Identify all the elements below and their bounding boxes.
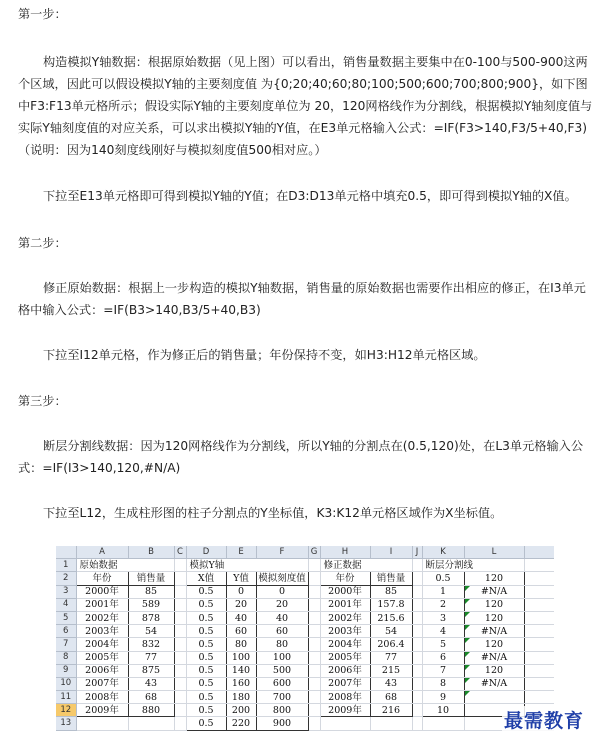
cell[interactable]: 6 (422, 651, 464, 664)
cell-gap[interactable] (412, 585, 422, 598)
cell[interactable] (524, 585, 554, 598)
cell[interactable]: 2002年 (76, 611, 128, 624)
cell[interactable]: 2008年 (320, 691, 370, 704)
cell-gap[interactable] (174, 717, 186, 730)
cell-header[interactable]: 销售量 (128, 572, 174, 585)
cell[interactable]: 875 (128, 664, 174, 677)
cell[interactable] (524, 638, 554, 651)
sheet-row (56, 691, 554, 704)
cell[interactable]: 4 (422, 625, 464, 638)
cell[interactable] (524, 611, 554, 624)
cell-gap[interactable] (412, 572, 422, 585)
sheet-row (56, 651, 554, 664)
cell[interactable]: 700 (256, 691, 308, 704)
cell[interactable]: 832 (128, 638, 174, 651)
cell-gap[interactable] (174, 691, 186, 704)
cell[interactable]: 20 (226, 598, 256, 611)
cell-gap[interactable] (412, 625, 422, 638)
cell[interactable]: 0.5 (422, 572, 464, 585)
row-header[interactable]: 6 (56, 625, 76, 638)
cell[interactable]: 20 (256, 598, 308, 611)
watermark-logo: 最需教育 (502, 706, 586, 733)
cell-header[interactable]: 销售量 (370, 572, 412, 585)
spreadsheet-grid (56, 546, 554, 731)
column-header[interactable]: F (256, 546, 308, 559)
cell[interactable]: 2008年 (76, 691, 128, 704)
cell[interactable]: 85 (128, 585, 174, 598)
cell[interactable]: 2009年 (320, 704, 370, 717)
cell-gap[interactable] (174, 598, 186, 611)
sheet-row (56, 559, 554, 572)
cell[interactable]: 0.5 (186, 664, 226, 677)
cell[interactable]: 7 (422, 664, 464, 677)
cell[interactable]: 0.5 (186, 625, 226, 638)
cell[interactable]: 215.6 (370, 611, 412, 624)
cell[interactable]: 40 (256, 611, 308, 624)
step2-paragraph-2: 下拉至I12单元格，作为修正后的销售量；年份保持不变，如H3:H12单元格区域。 (43, 348, 486, 362)
row-header[interactable]: 8 (56, 651, 76, 664)
cell[interactable]: 2006年 (76, 664, 128, 677)
sheet-row (56, 585, 554, 598)
cell-gap[interactable] (412, 717, 422, 730)
cell[interactable] (76, 717, 128, 730)
cell[interactable]: 589 (128, 598, 174, 611)
cell-gap[interactable] (412, 651, 422, 664)
column-header[interactable]: D (186, 546, 226, 559)
cell-gap[interactable] (412, 559, 422, 572)
cell-gap[interactable] (412, 677, 422, 690)
cell-title-mock-y[interactable]: 模拟Y轴 (186, 559, 308, 572)
cell-gap[interactable] (308, 651, 320, 664)
cell[interactable]: #N/A (464, 625, 524, 638)
column-header[interactable]: K (422, 546, 464, 559)
cell-gap[interactable] (174, 677, 186, 690)
cell[interactable]: 77 (128, 651, 174, 664)
step3-paragraph-2: 下拉至L12，生成柱形图的柱子分割点的Y坐标值，K3:K12单元格区域作为X坐标值。 (43, 506, 503, 520)
row-header[interactable]: 13 (56, 717, 76, 730)
cell-gap[interactable] (412, 691, 422, 704)
cell[interactable]: 120 (464, 611, 524, 624)
cell[interactable]: 2007年 (76, 677, 128, 690)
cell[interactable]: 120 (464, 638, 524, 651)
column-header[interactable]: B (128, 546, 174, 559)
cell[interactable]: 140 (226, 664, 256, 677)
cell[interactable]: 0.5 (186, 691, 226, 704)
cell[interactable]: 0.5 (186, 704, 226, 717)
cell[interactable]: 60 (226, 625, 256, 638)
cell-gap[interactable] (412, 638, 422, 651)
cell-gap[interactable] (308, 638, 320, 651)
column-header[interactable]: J (412, 546, 422, 559)
sheet-row (56, 704, 554, 717)
cell-gap[interactable] (412, 664, 422, 677)
cell[interactable]: 68 (128, 691, 174, 704)
cell-gap[interactable] (308, 625, 320, 638)
cell-gap[interactable] (174, 625, 186, 638)
column-header (524, 546, 554, 559)
cell[interactable] (524, 598, 554, 611)
cell[interactable]: 0.5 (186, 677, 226, 690)
cell[interactable]: 54 (370, 625, 412, 638)
cell[interactable]: 0.5 (186, 638, 226, 651)
cell-title-break-line[interactable]: 断层分割线 (422, 559, 524, 572)
cell-gap[interactable] (308, 717, 320, 730)
cell[interactable] (320, 717, 370, 730)
cell[interactable] (524, 664, 554, 677)
row-header[interactable]: 1 (56, 559, 76, 572)
column-header[interactable]: I (370, 546, 412, 559)
cell[interactable]: 2005年 (76, 651, 128, 664)
cell-gap[interactable] (308, 677, 320, 690)
cell[interactable]: 2000年 (320, 585, 370, 598)
cell-gap[interactable] (174, 638, 186, 651)
column-header-row (56, 546, 554, 559)
cell[interactable] (524, 651, 554, 664)
sheet-row (56, 638, 554, 651)
cell-gap[interactable] (174, 572, 186, 585)
cell-header[interactable]: 年份 (76, 572, 128, 585)
cell[interactable]: 120 (464, 664, 524, 677)
cell[interactable]: 80 (226, 638, 256, 651)
cell[interactable]: #N/A (464, 677, 524, 690)
row-header[interactable]: 9 (56, 664, 76, 677)
cell[interactable]: 85 (370, 585, 412, 598)
cell[interactable]: 0.5 (186, 717, 226, 730)
cell-gap[interactable] (308, 611, 320, 624)
cell[interactable] (524, 677, 554, 690)
row-header[interactable]: 11 (56, 691, 76, 704)
step3-paragraph-1: 断层分割线数据：因为120网格线作为分割线，所以Y轴的分割点在(0.5,120)处，在L3单元格输入公式：=IF(I3>140,120,#N/A) (18, 439, 584, 475)
cell[interactable] (422, 717, 464, 730)
cell[interactable]: 500 (256, 664, 308, 677)
sheet-row (56, 625, 554, 638)
column-header[interactable]: G (308, 546, 320, 559)
cell-gap[interactable] (308, 572, 320, 585)
cell[interactable]: 77 (370, 651, 412, 664)
cell[interactable] (128, 717, 174, 730)
row-header[interactable]: 5 (56, 611, 76, 624)
row-header[interactable]: 3 (56, 585, 76, 598)
sheet-row (56, 677, 554, 690)
cell[interactable] (524, 691, 554, 704)
row-header[interactable]: 10 (56, 677, 76, 690)
cell[interactable]: 60 (256, 625, 308, 638)
cell[interactable]: 2004年 (76, 638, 128, 651)
cell[interactable]: 0.5 (186, 651, 226, 664)
cell-gap[interactable] (174, 611, 186, 624)
cell-gap[interactable] (174, 559, 186, 572)
cell[interactable]: 2001年 (320, 598, 370, 611)
sheet-row (56, 598, 554, 611)
cell[interactable]: 40 (226, 611, 256, 624)
cell-header[interactable]: X值 (186, 572, 226, 585)
cell[interactable]: 800 (256, 704, 308, 717)
cell[interactable]: 2000年 (76, 585, 128, 598)
cell-header[interactable]: 模拟刻度值 (256, 572, 308, 585)
cell[interactable]: 0.5 (186, 598, 226, 611)
cell[interactable]: 2003年 (76, 625, 128, 638)
cell[interactable]: 54 (128, 625, 174, 638)
cell[interactable]: 5 (422, 638, 464, 651)
cell[interactable]: 2 (422, 598, 464, 611)
cell[interactable]: 0 (256, 585, 308, 598)
cell[interactable]: 120 (464, 598, 524, 611)
row-header[interactable]: 7 (56, 638, 76, 651)
cell[interactable]: 600 (256, 677, 308, 690)
cell[interactable]: 9 (422, 691, 464, 704)
cell-gap[interactable] (174, 664, 186, 677)
cell[interactable]: 0 (226, 585, 256, 598)
cell[interactable]: 200 (226, 704, 256, 717)
cell[interactable] (370, 717, 412, 730)
cell[interactable]: 2007年 (320, 677, 370, 690)
cell[interactable]: 100 (226, 651, 256, 664)
row-header[interactable]: 12 (56, 704, 76, 717)
cell[interactable]: 2003年 (320, 625, 370, 638)
cell-title-corrected[interactable]: 修正数据 (320, 559, 412, 572)
cell[interactable]: 8 (422, 677, 464, 690)
cell[interactable]: 0.5 (186, 611, 226, 624)
cell[interactable]: 43 (128, 677, 174, 690)
cell[interactable]: 43 (370, 677, 412, 690)
sheet-row (56, 611, 554, 624)
cell[interactable]: 10 (422, 704, 464, 717)
step1-paragraph-1: 构造模拟Y轴数据：根据原始数据（见上图）可以看出，销售量数据主要集中在0-100与500-900这两个区域，因此可以假设模拟Y轴的主要刻度值 为{0;20;40;60;80;100;500;600;700;800;900}，如下图中F3:F13单元格所示；假设实际Y轴的主要刻度单位为 20，120网格线作为分割线，根据模拟Y轴刻度值与实际Y轴刻度值的对应关系，可以求出模拟Y轴的Y值，在E3单元格输入公式：=IF(F3>140,F3/5+40,F3)（说明：因为140刻度线刚好与模拟刻度值500相对应。） (18, 55, 593, 157)
cell[interactable]: 220 (226, 717, 256, 730)
cell-gap[interactable] (174, 704, 186, 717)
step1-heading: 第一步： (18, 7, 67, 21)
cell-gap[interactable] (174, 651, 186, 664)
cell-gap[interactable] (412, 598, 422, 611)
spreadsheet-screenshot (56, 546, 554, 741)
cell-gap[interactable] (412, 704, 422, 717)
step1-paragraph-2: 下拉至E13单元格即可得到模拟Y轴的Y值；在D3:D13单元格中填充0.5，即可得到模拟Y轴的X值。 (43, 189, 577, 203)
cell[interactable]: #N/A (464, 585, 524, 598)
cell[interactable]: 2005年 (320, 651, 370, 664)
cell-header[interactable]: 年份 (320, 572, 370, 585)
column-header[interactable]: C (174, 546, 186, 559)
cell[interactable]: 160 (226, 677, 256, 690)
cell[interactable]: #N/A (464, 651, 524, 664)
step3-heading: 第三步： (18, 394, 67, 408)
cell[interactable]: 880 (128, 704, 174, 717)
cell-title-original[interactable]: 原始数据 (76, 559, 174, 572)
column-header[interactable]: E (226, 546, 256, 559)
cell[interactable]: 2004年 (320, 638, 370, 651)
cell[interactable]: 68 (370, 691, 412, 704)
column-header[interactable]: L (464, 546, 524, 559)
cell[interactable]: 2006年 (320, 664, 370, 677)
cell-gap[interactable] (308, 598, 320, 611)
step2-heading: 第二步： (18, 236, 67, 250)
step2-paragraph-1: 修正原始数据：根据上一步构造的模拟Y轴数据，销售量的原始数据也需要作出相应的修正，在I3单元格中输入公式：=IF(B3>140,B3/5+40,B3) (18, 281, 586, 317)
cell-gap[interactable] (308, 704, 320, 717)
cell[interactable]: 100 (256, 651, 308, 664)
cell[interactable]: 900 (256, 717, 308, 730)
cell[interactable]: 3 (422, 611, 464, 624)
cell[interactable]: 0.5 (186, 585, 226, 598)
cell[interactable]: 180 (226, 691, 256, 704)
corner-cell (56, 546, 76, 559)
row-header[interactable]: 2 (56, 572, 76, 585)
column-header[interactable]: H (320, 546, 370, 559)
column-header[interactable]: A (76, 546, 128, 559)
sheet-row (56, 717, 554, 730)
cell[interactable] (524, 559, 554, 572)
cell-gap[interactable] (308, 691, 320, 704)
row-header[interactable]: 4 (56, 598, 76, 611)
cell-gap[interactable] (308, 559, 320, 572)
cell-gap[interactable] (174, 585, 186, 598)
sheet-row (56, 664, 554, 677)
cell[interactable]: 1 (422, 585, 464, 598)
cell-gap[interactable] (412, 611, 422, 624)
cell[interactable]: 2001年 (76, 598, 128, 611)
cell-header[interactable]: Y值 (226, 572, 256, 585)
cell[interactable]: 157.8 (370, 598, 412, 611)
cell[interactable] (464, 691, 524, 704)
cell[interactable] (524, 572, 554, 585)
cell[interactable]: 878 (128, 611, 174, 624)
sheet-row (56, 572, 554, 585)
cell[interactable]: 80 (256, 638, 308, 651)
cell[interactable]: 215 (370, 664, 412, 677)
cell[interactable]: 2002年 (320, 611, 370, 624)
cell-gap[interactable] (308, 664, 320, 677)
cell[interactable]: 216 (370, 704, 412, 717)
cell[interactable]: 120 (464, 572, 524, 585)
cell[interactable]: 206.4 (370, 638, 412, 651)
cell[interactable]: 2009年 (76, 704, 128, 717)
cell-gap[interactable] (308, 585, 320, 598)
cell[interactable] (524, 625, 554, 638)
